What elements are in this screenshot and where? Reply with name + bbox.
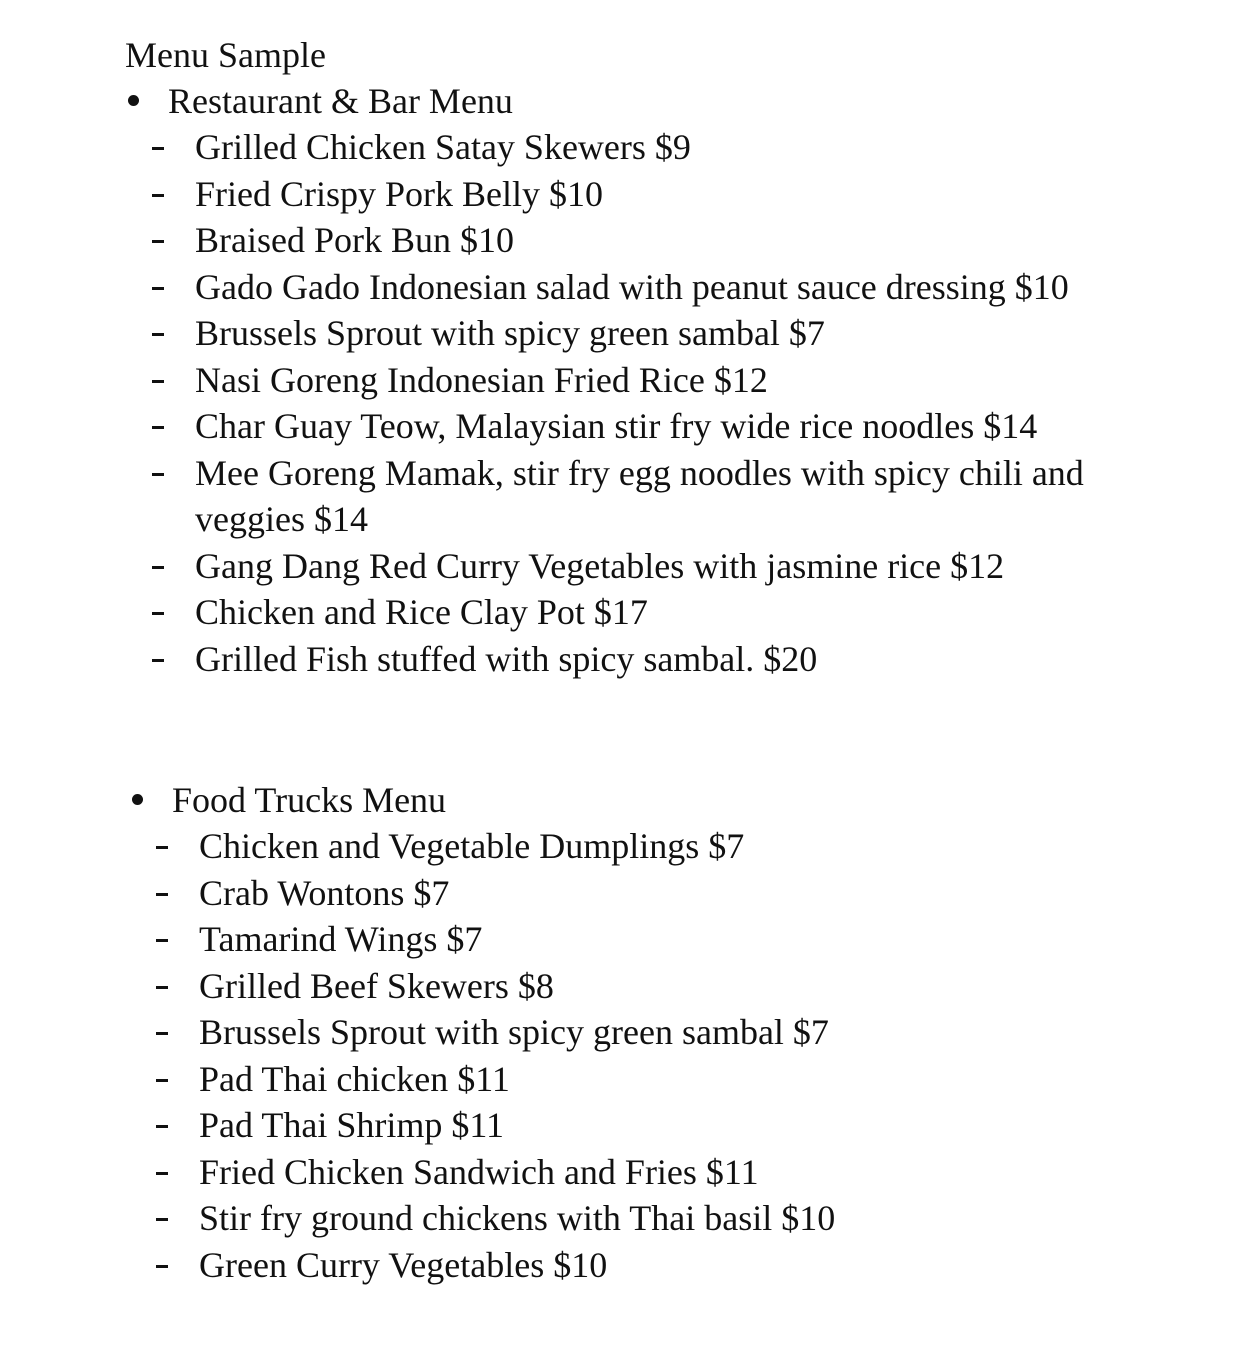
menu-item-text: Green Curry Vegetables $10: [199, 1244, 608, 1285]
section-heading: [0, 78, 1245, 124]
list-item: [0, 1195, 1245, 1242]
menu-item-text: Gang Dang Red Curry Vegetables with jasmine rice $12: [195, 545, 1005, 586]
menu-item-text: Brussels Sprout with spicy green sambal $7: [195, 313, 825, 353]
bullet-icon: [128, 95, 139, 106]
menu-item-text: Chicken and Rice Clay Pot $17: [195, 592, 648, 632]
menu-item-text: Stir fry ground chickens with Thai basil $10: [199, 1198, 836, 1238]
list-item: [0, 823, 1245, 870]
dash-icon: [152, 194, 164, 197]
dash-icon: [152, 147, 164, 150]
list-item: [0, 589, 1245, 636]
list-item: [0, 963, 1245, 1010]
document-title: Menu Sample: [125, 35, 326, 75]
dash-icon: [156, 1172, 168, 1175]
dash-icon: [152, 566, 164, 569]
menu-item-text: Pad Thai Shrimp $11: [199, 1105, 504, 1145]
list-item: [0, 916, 1245, 963]
dash-icon: [152, 240, 164, 243]
menu-item-text: Grilled Chicken Satay Skewers $9: [195, 127, 691, 167]
menu-item-text: Char Guay Teow, Malaysian stir fry wide rice noodles $14: [195, 406, 1038, 446]
list-item: [0, 171, 1245, 218]
list-item: [0, 543, 1245, 590]
menu-item-text: Gado Gado Indonesian salad with peanut sauce dressing $10: [195, 266, 1069, 307]
dash-icon: [156, 846, 168, 849]
dash-icon: [152, 612, 164, 615]
dash-icon: [156, 1032, 168, 1035]
list-item: [0, 1009, 1245, 1056]
menu-item-text: Pad Thai chicken $11: [199, 1058, 510, 1099]
dash-icon: [156, 1079, 168, 1082]
dash-icon: [156, 939, 168, 942]
menu-item-text: Mee Goreng Mamak, stir fry egg noodles with spicy chili and veggies $14: [195, 452, 1084, 539]
menu-item-text: Tamarind Wings $7: [199, 919, 483, 959]
menu-item-text: Brussels Sprout with spicy green sambal $7: [199, 1012, 829, 1052]
dash-icon: [152, 473, 164, 476]
dash-icon: [156, 1265, 168, 1268]
list-item: [0, 870, 1245, 917]
list-item: [0, 1056, 1245, 1103]
list-item: [0, 124, 1245, 171]
menu-item-text: Braised Pork Bun $10: [195, 220, 514, 260]
list-item: [0, 1242, 1245, 1289]
list-item: [0, 1102, 1245, 1149]
menu-item-text: Grilled Fish stuffed with spicy sambal. $20: [195, 638, 818, 679]
list-item: [0, 1149, 1245, 1196]
bullet-icon: [132, 794, 143, 805]
list-item: [0, 310, 1245, 357]
section-title: Food Trucks Menu: [172, 780, 447, 820]
list-item: [0, 636, 1245, 683]
dash-icon: [156, 1125, 168, 1128]
list-item: [0, 357, 1245, 404]
list-item: [0, 264, 1245, 311]
menu-item-text: Fried Chicken Sandwich and Fries $11: [199, 1151, 759, 1192]
dash-icon: [152, 333, 164, 336]
menu-item-text: Fried Crispy Pork Belly $10: [195, 173, 604, 214]
dash-icon: [152, 287, 164, 290]
restaurant-bar-section: [0, 78, 1245, 682]
list-item: [0, 403, 1245, 450]
dash-icon: [156, 893, 168, 896]
menu-item-text: Crab Wontons $7: [199, 872, 450, 913]
list-item: [0, 217, 1245, 264]
section-heading: [0, 777, 1245, 823]
menu-item-text: Grilled Beef Skewers $8: [199, 965, 554, 1006]
dash-icon: [152, 659, 164, 662]
list-item: [0, 450, 1245, 543]
section-title: Restaurant & Bar Menu: [168, 81, 513, 121]
dash-icon: [152, 426, 164, 429]
dash-icon: [156, 1218, 168, 1221]
menu-item-text: Nasi Goreng Indonesian Fried Rice $12: [195, 359, 768, 400]
dash-icon: [152, 380, 164, 383]
dash-icon: [156, 986, 168, 989]
menu-item-text: Chicken and Vegetable Dumplings $7: [199, 826, 745, 866]
food-trucks-section: [0, 777, 1245, 1288]
